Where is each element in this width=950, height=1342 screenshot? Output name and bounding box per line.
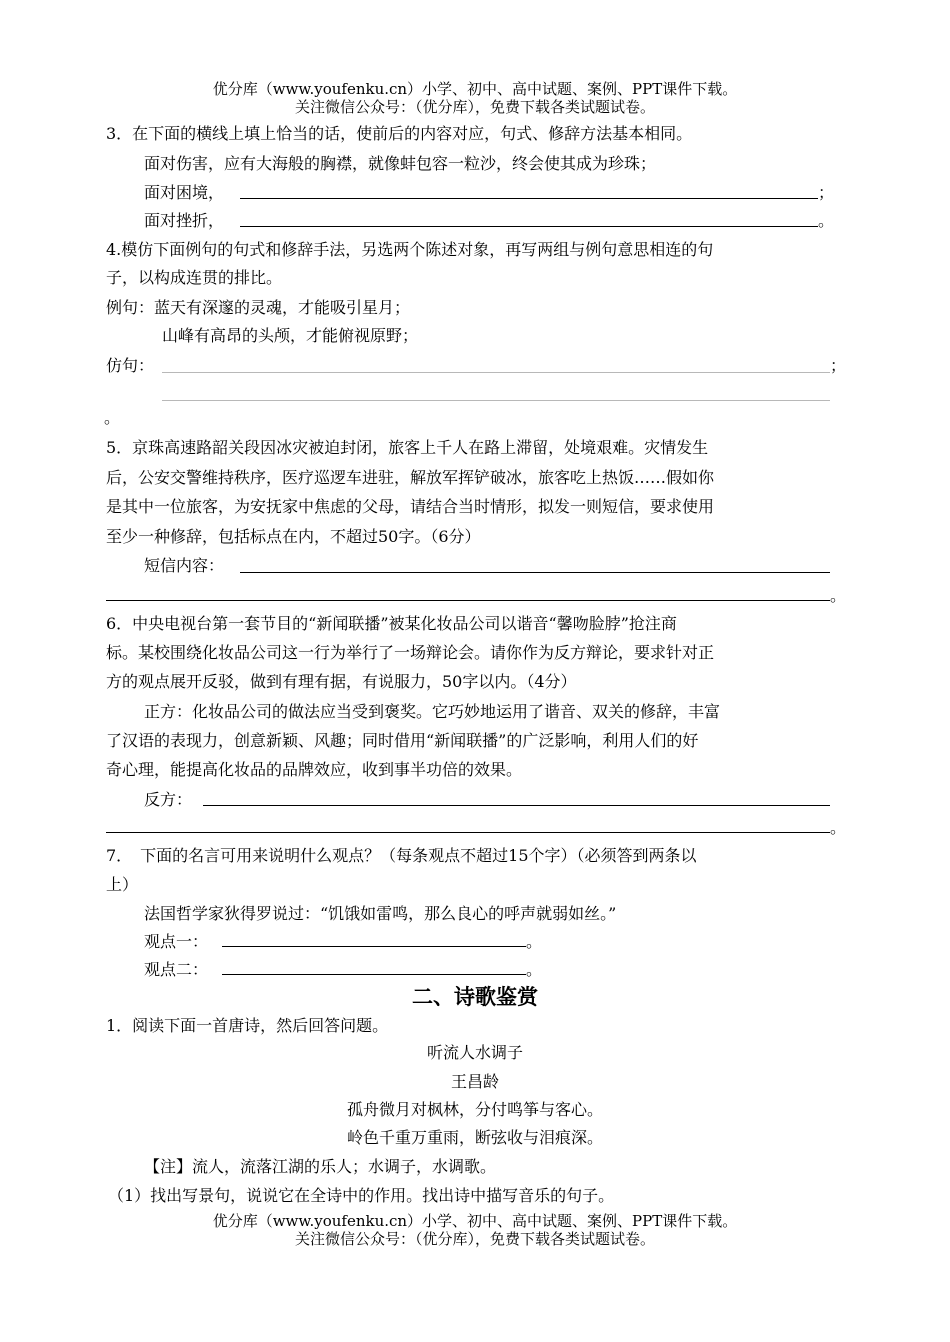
poem-note: 【注】流人，流落江湖的乐人；水调子，水调歌。 (144, 1157, 497, 1176)
q6-answer-line-2[interactable] (106, 832, 830, 833)
section-title: 二、诗歌鉴赏 (412, 985, 538, 1009)
q6-line-3: 方的观点展开反驳，做到有理有据，有说服力，50字以内。（4分） (106, 672, 577, 691)
q4-answer-line-2[interactable] (162, 400, 830, 401)
poem-line-2: 岭色千重万重雨，断弦收与泪痕深。 (346, 1128, 603, 1147)
section2-q1-prompt: 1．阅读下面一首唐诗，然后回答问题。 (106, 1016, 389, 1035)
q5-answer-line-2[interactable] (106, 600, 830, 601)
header-line-1: 优分库（www.youfenku.cn）小学、初中、高中试题、案例、PPT课件下载。 (212, 80, 738, 98)
section2-sub-question-1: （1）找出写景句，说说它在全诗中的作用。找出诗中描写音乐的句子。 (108, 1186, 615, 1205)
q7-answer-line-1[interactable] (222, 946, 526, 947)
q6-pro-3: 奇心理，能提高化妆品的品牌效应，收到事半功倍的效果。 (106, 760, 523, 779)
header-line-2: 关注微信公众号：（优分库），免费下载各类试题试卷。 (294, 98, 655, 116)
q5-line-4: 至少一种修辞，包括标点在内，不超过50字。（6分） (106, 527, 481, 546)
q7-view1-label: 观点一： (144, 932, 209, 951)
q5-line-3: 是其中一位旅客，为安抚家中焦虑的父母，请结合当时情形，拟发一则短信，要求使用 (106, 497, 715, 516)
q6-line-1: 6．中央电视台第一套节目的“新闻联播”被某化妆品公司以谐音“馨吻脸脖”抢注商 (106, 614, 677, 633)
footer-line-2: 关注微信公众号：（优分库），免费下载各类试题试卷。 (294, 1230, 655, 1248)
q4-answer-line-1[interactable] (162, 372, 830, 373)
q3-prompt: 3．在下面的横线上填上恰当的话，使前后的内容对应，句式、修辞方法基本相同。 (106, 124, 693, 143)
q6-pro-2: 了汉语的表现力，创意新颖、风趣；同时借用“新闻联播”的广泛影响，利用人们的好 (106, 731, 699, 750)
q5-answer-label: 短信内容： (144, 556, 225, 575)
q5-line-1: 5．京珠高速路韶关段因冰灾被迫封闭，旅客上千人在路上滞留，处境艰难。灾情发生 (106, 438, 709, 457)
q3-answer-line-2[interactable] (240, 226, 818, 227)
q4-end-mark: 。 (104, 408, 121, 427)
q3-example: 面对伤害，应有大海般的胸襟，就像蚌包容一粒沙，终会使其成为珍珠； (144, 154, 657, 173)
q3-answer-line-1[interactable] (240, 198, 818, 199)
poem-author: 王昌龄 (450, 1072, 499, 1091)
q7-view2-label: 观点二： (144, 960, 209, 979)
q6-con-label: 反方： (144, 790, 193, 809)
q5-answer-line-1[interactable] (240, 572, 830, 573)
q3-line2-label: 面对挫折， (144, 211, 225, 230)
q6-line-2: 标。某校围绕化妆品公司这一行为举行了一场辩论会。请你作为反方辩论，要求针对正 (106, 643, 715, 662)
footer-line-1: 优分库（www.youfenku.cn）小学、初中、高中试题、案例、PPT课件下载。 (212, 1212, 738, 1230)
q4-imitate-end: ； (830, 356, 847, 375)
q7-quote: 法国哲学家狄得罗说过：“饥饿如雷鸣，那么良心的呼声就弱如丝。” (144, 904, 617, 923)
q7-view1-end: 。 (526, 932, 543, 951)
q7-line-1: 7． 下面的名言可用来说明什么观点？（每条观点不超过15个字）（必须答到两条以 (106, 846, 697, 865)
poem-line-1: 孤舟微月对枫林，分付鸣筝与客心。 (346, 1100, 603, 1119)
q4-prompt-1: 4.模仿下面例句的句式和修辞手法，另选两个陈述对象，再写两组与例句意思相连的句 (106, 240, 714, 259)
q4-example-1: 例句：蓝天有深邃的灵魂，才能吸引星月； (106, 298, 411, 317)
q5-line-2: 后，公安交警维持秩序，医疗巡逻车进驻，解放军挥铲破冰，旅客吃上热饭……假如你 (106, 468, 715, 487)
q6-pro-1: 正方：化妆品公司的做法应当受到褒奖。它巧妙地运用了谐音、双关的修辞，丰富 (144, 702, 721, 721)
q3-line1-label: 面对困境， (144, 183, 225, 202)
q3-line1-end: ； (818, 183, 835, 202)
q4-prompt-2: 子，以构成连贯的排比。 (106, 268, 283, 287)
q5-end-mark: 。 (830, 586, 847, 605)
q3-line2-end: 。 (818, 211, 835, 230)
q6-end-mark: 。 (830, 818, 847, 837)
q4-imitate-label: 仿句： (106, 356, 155, 375)
q4-example-2: 山峰有高昂的头颅，才能俯视原野； (162, 326, 419, 345)
q6-answer-line-1[interactable] (203, 805, 830, 806)
poem-title: 听流人水调子 (426, 1043, 523, 1062)
q7-view2-end: 。 (526, 960, 543, 979)
q7-answer-line-2[interactable] (222, 974, 526, 975)
q7-line-2: 上） (106, 875, 139, 894)
